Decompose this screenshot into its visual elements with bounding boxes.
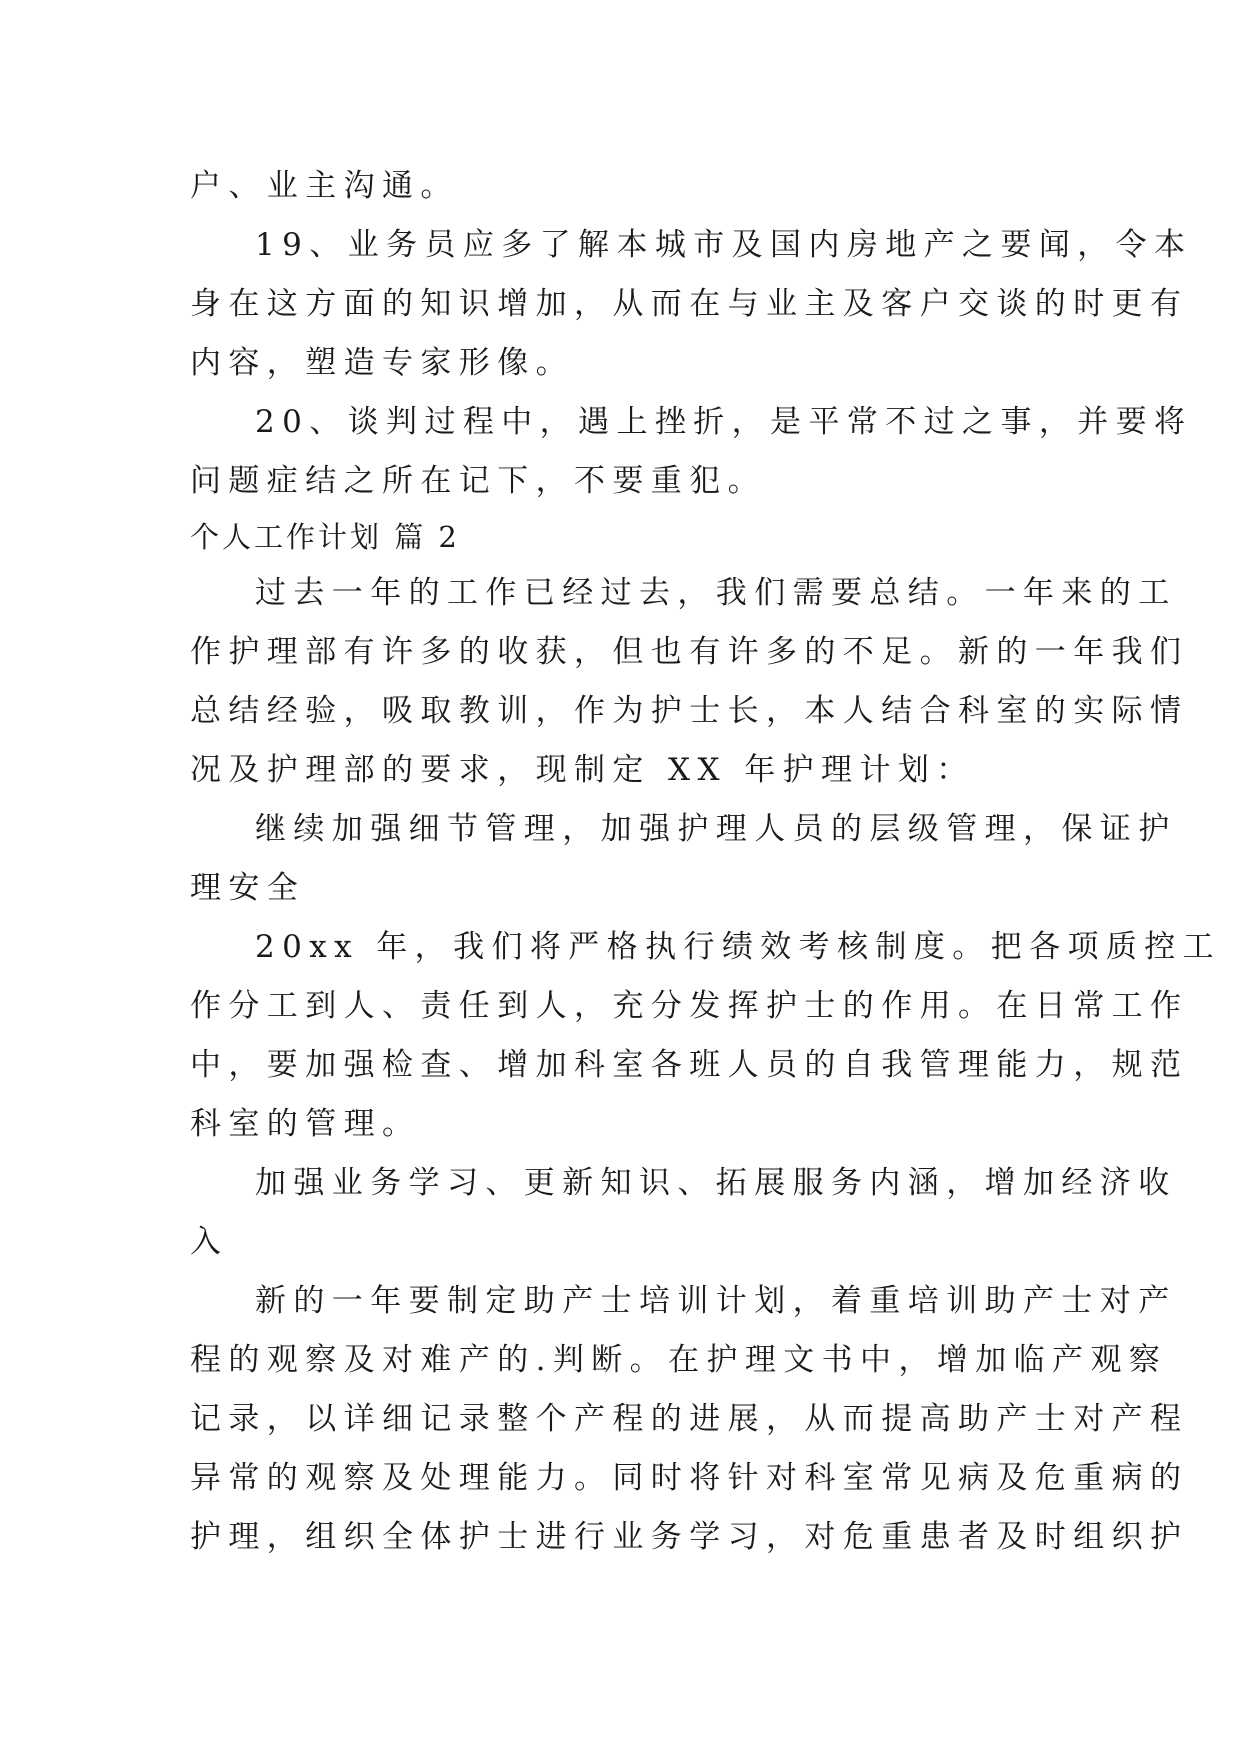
section-heading: 个人工作计划 篇 2 — [190, 520, 460, 554]
text-line: 异常的观察及处理能力。同时将针对科室常见病及危重病的 — [190, 1460, 1189, 1496]
text-line: 入 — [190, 1224, 229, 1260]
text-line: 护理，组织全体护士进行业务学习，对危重患者及时组织护 — [190, 1519, 1189, 1555]
text-line: 况及护理部的要求，现制定 XX 年护理计划： — [190, 752, 975, 788]
text-line: 作分工到人、责任到人，充分发挥护士的作用。在日常工作 — [190, 988, 1189, 1024]
text-line: 新的一年要制定助产士培训计划，着重培训助产士对产 — [255, 1283, 1177, 1319]
text-line: 19、业务员应多了解本城市及国内房地产之要闻，令本 — [255, 227, 1193, 263]
text-line: 身在这方面的知识增加，从而在与业主及客户交谈的时更有 — [190, 286, 1189, 322]
text-line: 户、业主沟通。 — [190, 168, 459, 204]
text-line: 20xx 年，我们将严格执行绩效考核制度。把各项质控工 — [255, 929, 1222, 965]
text-line: 程的观察及对难产的.判断。在护理文书中，增加临产观察 — [190, 1342, 1168, 1378]
text-line: 继续加强细节管理，加强护理人员的层级管理，保证护 — [255, 811, 1177, 847]
text-line: 作护理部有许多的收获，但也有许多的不足。新的一年我们 — [190, 634, 1189, 670]
text-line: 记录，以详细记录整个产程的进展，从而提高助产士对产程 — [190, 1401, 1189, 1437]
text-line: 总结经验，吸取教训，作为护士长，本人结合科室的实际情 — [190, 693, 1189, 729]
text-line: 问题症结之所在记下，不要重犯。 — [190, 463, 766, 499]
text-line: 中，要加强检查、增加科室各班人员的自我管理能力，规范 — [190, 1047, 1189, 1083]
text-line: 科室的管理。 — [190, 1106, 421, 1142]
text-line: 过去一年的工作已经过去，我们需要总结。一年来的工 — [255, 575, 1177, 611]
text-line: 20、谈判过程中，遇上挫折，是平常不过之事，并要将 — [255, 404, 1193, 440]
text-line: 理安全 — [190, 870, 306, 906]
text-line: 加强业务学习、更新知识、拓展服务内涵，增加经济收 — [255, 1165, 1177, 1201]
text-line: 内容，塑造专家形像。 — [190, 345, 574, 381]
